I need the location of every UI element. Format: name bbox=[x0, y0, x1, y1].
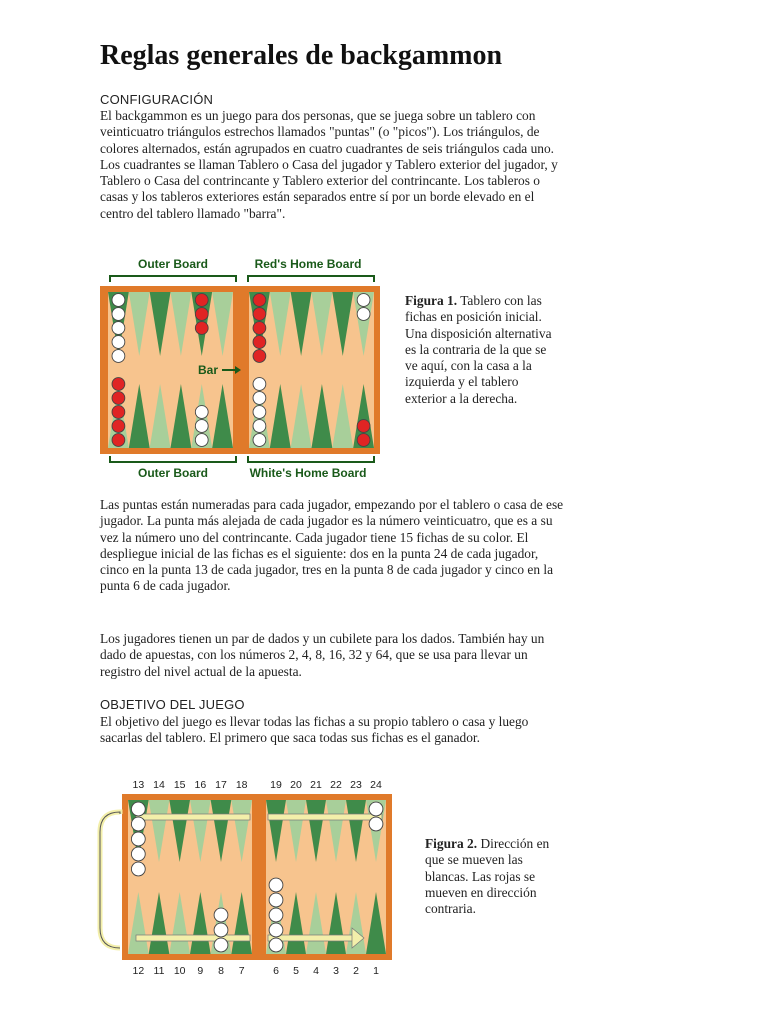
red-checker bbox=[112, 420, 125, 433]
point-number: 23 bbox=[350, 779, 362, 791]
white-checker bbox=[131, 847, 145, 861]
point-number: 16 bbox=[194, 779, 207, 791]
point-number: 20 bbox=[290, 779, 302, 791]
red-checker bbox=[253, 294, 266, 307]
red-checker bbox=[112, 434, 125, 447]
white-checker bbox=[369, 802, 383, 816]
point-number: 12 bbox=[132, 965, 145, 977]
point-number: 3 bbox=[333, 965, 339, 977]
red-checker bbox=[253, 308, 266, 321]
white-checker bbox=[357, 294, 370, 307]
white-checker bbox=[253, 420, 266, 433]
objective-paragraph: El objetivo del juego es llevar todas las fichas a su propio tablero o casa y luego sacarlas del tablero. El primero que saca todas sus fichas es el ganador. bbox=[100, 714, 529, 746]
figure-2-caption-label: Figura 2. bbox=[425, 836, 478, 851]
white-checker bbox=[131, 832, 145, 846]
white-checker bbox=[131, 817, 145, 831]
red-checker bbox=[253, 350, 266, 363]
red-checker bbox=[357, 434, 370, 447]
red-checker bbox=[112, 378, 125, 391]
white-checker bbox=[195, 420, 208, 433]
white-checker bbox=[112, 294, 125, 307]
red-home-board-label: Red's Home Board bbox=[254, 257, 362, 271]
point-number: 9 bbox=[197, 965, 204, 977]
point-number: 22 bbox=[330, 779, 342, 791]
white-checker bbox=[269, 908, 283, 922]
page-title: Reglas generales de backgammon bbox=[100, 40, 503, 71]
red-checker bbox=[195, 308, 208, 321]
white-checker bbox=[214, 938, 228, 952]
point-number: 13 bbox=[132, 779, 145, 791]
point-number: 18 bbox=[235, 779, 248, 791]
figure-1-caption-text: Tablero con las fichas en posición inicial. Una disposición alternativa es la contraria de la que se ve aquí, con la casa a la izquierda y el tablero exterior a la derecha. bbox=[405, 293, 552, 406]
point-number: 2 bbox=[353, 965, 359, 977]
white-checker bbox=[112, 308, 125, 321]
point-number: 15 bbox=[173, 779, 186, 791]
point-number: 6 bbox=[273, 965, 279, 977]
bar-label: Bar bbox=[198, 363, 219, 377]
point-number: 4 bbox=[313, 965, 319, 977]
figure-2-board bbox=[96, 776, 396, 980]
white-checker bbox=[269, 923, 283, 937]
white-checker bbox=[112, 322, 125, 335]
white-checker bbox=[269, 938, 283, 952]
red-checker bbox=[195, 322, 208, 335]
white-checker bbox=[112, 350, 125, 363]
config-heading: CONFIGURACIÓN bbox=[100, 92, 214, 107]
figure-1-board bbox=[98, 252, 382, 482]
dice-paragraph: Los jugadores tienen un par de dados y un cubilete para los dados. También hay un dado de apuestas, con los números 2, 4, 8, 16, 32 y 64, que se usa para llevar un registro del nivel actual de la apuesta. bbox=[100, 631, 545, 679]
white-checker bbox=[131, 862, 145, 876]
white-checker bbox=[269, 878, 283, 892]
red-checker bbox=[253, 322, 266, 335]
point-number: 8 bbox=[218, 965, 224, 977]
white-checker bbox=[131, 802, 145, 816]
white-checker bbox=[195, 406, 208, 419]
red-checker bbox=[112, 392, 125, 405]
config-paragraph: El backgammon es un juego para dos personas, que se juega sobre un tablero con veinticuatro triángulos estrechos llamados "puntas" (o "picos"). Los triángulos, de colores alternados, están agrupados en cuatro cuadrantes de seis triángulos cada uno. Los cuadrantes se llaman Tablero o Casa del jugador y Tablero exterior del jugador, y Tablero o Casa del contrincante y Tablero exterior del contrincante. Los tableros o casas y los tableros exteriores están separados entre sí por un borde elevado en el centro del tablero llamado "barra". bbox=[100, 108, 558, 221]
point-number: 11 bbox=[153, 965, 165, 977]
objective-heading: OBJETIVO DEL JUEGO bbox=[100, 697, 245, 712]
point-number: 21 bbox=[310, 779, 322, 791]
points-paragraph: Las puntas están numeradas para cada jugador, empezando por el tablero o casa de ese jugador. La punta más alejada de cada jugador es la número veinticuatro, que es a su vez la número uno del contrincante. Cada jugador tiene 15 fichas de su color. El despliegue inicial de las fichas es el siguiente: dos en la punta 24 de cada jugador, cinco en la punta 13 de cada jugador, tres en la punta 8 de cada jugador y cinco en la punta 6 de cada jugador. bbox=[100, 497, 564, 594]
point-number: 1 bbox=[373, 965, 379, 977]
white-checker bbox=[253, 378, 266, 391]
point-number: 17 bbox=[215, 779, 227, 791]
white-checker bbox=[253, 392, 266, 405]
figure-2-caption bbox=[425, 836, 560, 917]
white-checker bbox=[357, 308, 370, 321]
point-number: 14 bbox=[153, 779, 165, 791]
white-home-board-label: White's Home Board bbox=[249, 466, 367, 480]
figure-1-caption bbox=[405, 293, 555, 407]
white-checker bbox=[214, 908, 228, 922]
white-checker bbox=[269, 893, 283, 907]
point-number: 7 bbox=[238, 965, 245, 977]
figure-1-caption-label: Figura 1. bbox=[405, 293, 458, 308]
white-checker bbox=[195, 434, 208, 447]
outer-board-top-label: Outer Board bbox=[137, 257, 209, 271]
white-checker bbox=[214, 923, 228, 937]
red-checker bbox=[112, 406, 125, 419]
red-checker bbox=[195, 294, 208, 307]
white-checker bbox=[112, 336, 125, 349]
figure-2-caption-text: Dirección en que se mueven las blancas. Las rojas se mueven en dirección contraria. bbox=[425, 836, 550, 917]
white-checker bbox=[369, 817, 383, 831]
point-number: 24 bbox=[370, 779, 382, 791]
point-number: 5 bbox=[293, 965, 299, 977]
white-checker bbox=[253, 406, 266, 419]
point-number: 19 bbox=[270, 779, 282, 791]
white-checker bbox=[253, 434, 266, 447]
outer-board-bottom-label: Outer Board bbox=[137, 466, 209, 480]
red-checker bbox=[357, 420, 370, 433]
point-number: 10 bbox=[173, 965, 186, 977]
red-checker bbox=[253, 336, 266, 349]
